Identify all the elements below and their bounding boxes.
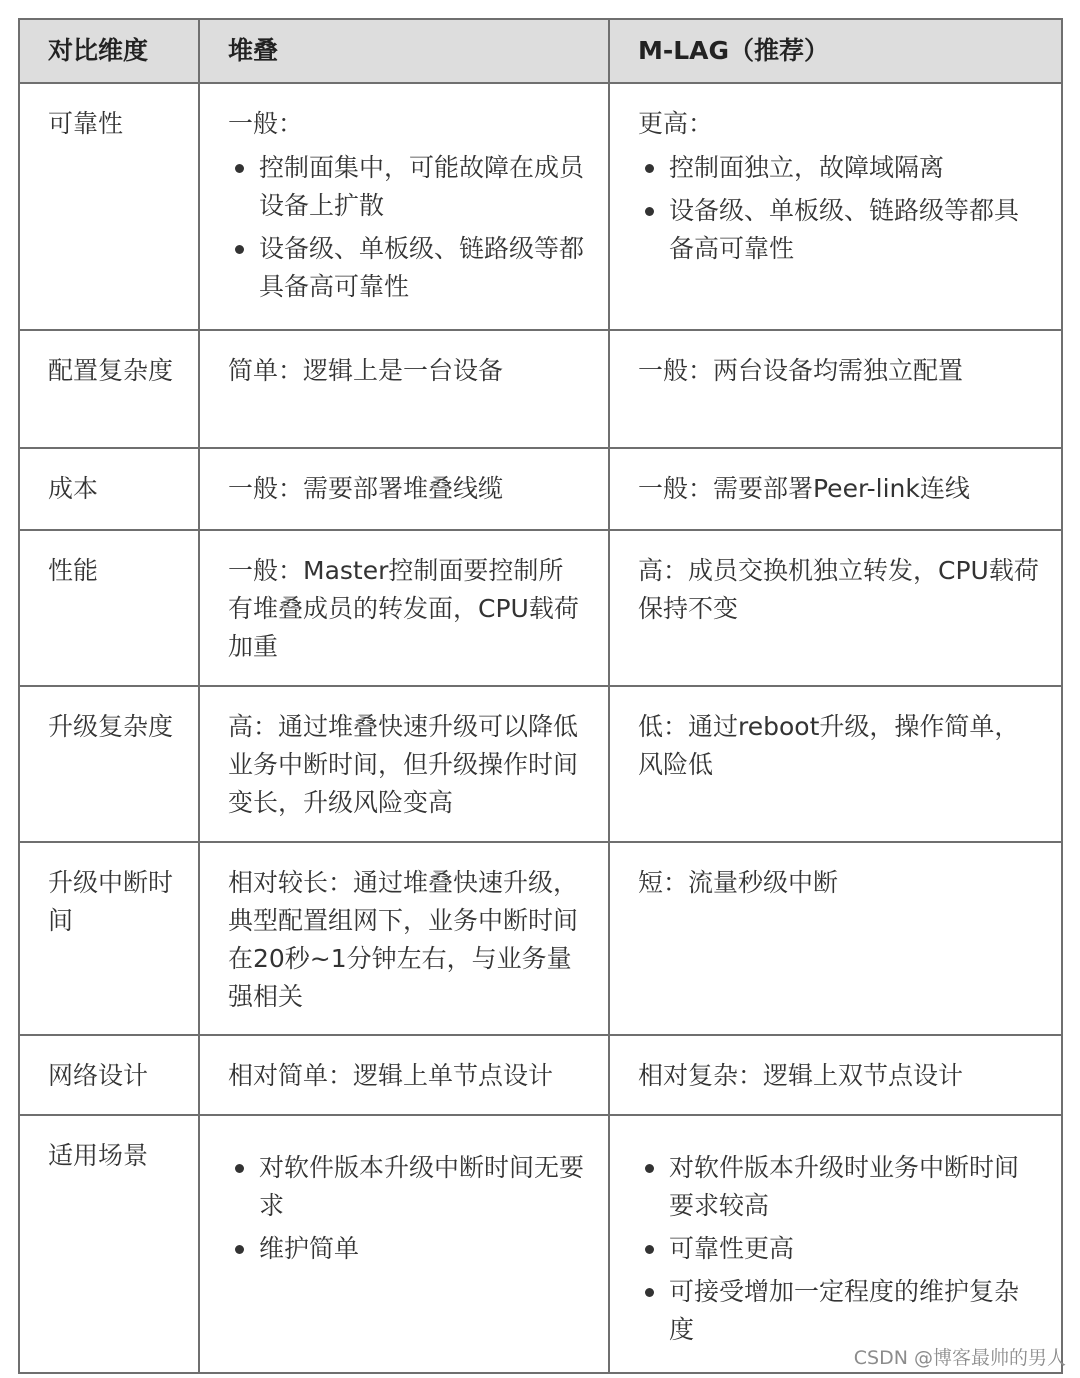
- list-item: 设备级、单板级、链路级等都具备高可靠性: [638, 192, 1039, 268]
- table-row: [19, 530, 1062, 686]
- mlag-cell: 一般：两台设备均需独立配置: [609, 330, 1062, 448]
- dimension-cell: 配置复杂度: [19, 330, 199, 448]
- dimension-cell: 升级复杂度: [19, 686, 199, 842]
- stack-cell: [199, 83, 609, 330]
- stack-cell: 相对较长：通过堆叠快速升级，典型配置组网下，业务中断时间在20秒~1分钟左右，与业务量强相关: [199, 842, 609, 1035]
- bullet-list: [228, 1149, 586, 1268]
- mlag-cell: 高：成员交换机独立转发，CPU载荷保持不变: [609, 530, 1062, 686]
- mlag-cell: 一般：需要部署Peer-link连线: [609, 448, 1062, 530]
- table-row: [19, 1115, 1062, 1373]
- mlag-cell: [609, 83, 1062, 330]
- bullet-list: [638, 1149, 1039, 1349]
- dimension-cell: 网络设计: [19, 1035, 199, 1115]
- comparison-table: [18, 18, 1063, 1374]
- list-item: 控制面集中，可能故障在成员设备上扩散: [228, 149, 586, 225]
- list-item: 可接受增加一定程度的维护复杂度: [638, 1273, 1039, 1349]
- list-item: 对软件版本升级中断时间无要求: [228, 1149, 586, 1225]
- table-row: [19, 448, 1062, 530]
- stack-cell: 简单：逻辑上是一台设备: [199, 330, 609, 448]
- mlag-cell: 短：流量秒级中断: [609, 842, 1062, 1035]
- table-row: [19, 1035, 1062, 1115]
- header-mlag: M-LAG（推荐）: [609, 19, 1062, 83]
- stack-cell: 高：通过堆叠快速升级可以降低业务中断时间，但升级操作时间变长，升级风险变高: [199, 686, 609, 842]
- cell-lead: 一般：: [228, 109, 304, 138]
- list-item: 可靠性更高: [638, 1230, 1039, 1268]
- header-dimension: 对比维度: [19, 19, 199, 83]
- list-item: 对软件版本升级时业务中断时间要求较高: [638, 1149, 1039, 1225]
- table-row: [19, 83, 1062, 330]
- mlag-cell: 相对复杂：逻辑上双节点设计: [609, 1035, 1062, 1115]
- table-row: [19, 330, 1062, 448]
- mlag-cell: 低：通过reboot升级，操作简单，风险低: [609, 686, 1062, 842]
- dimension-cell: 升级中断时间: [19, 842, 199, 1035]
- list-item: 控制面独立，故障域隔离: [638, 149, 1039, 187]
- header-stack: 堆叠: [199, 19, 609, 83]
- cell-lead: 更高：: [638, 109, 714, 138]
- list-item: 设备级、单板级、链路级等都具备高可靠性: [228, 230, 586, 306]
- table-row: [19, 842, 1062, 1035]
- stack-cell: [199, 1115, 609, 1373]
- watermark: CSDN @博客最帅的男人: [853, 1347, 1066, 1369]
- bullet-list: [228, 149, 586, 306]
- dimension-cell: 适用场景: [19, 1115, 199, 1373]
- table-row: [19, 686, 1062, 842]
- list-item: 维护简单: [228, 1230, 586, 1268]
- bullet-list: [638, 149, 1039, 268]
- dimension-cell: 可靠性: [19, 83, 199, 330]
- stack-cell: 一般：需要部署堆叠线缆: [199, 448, 609, 530]
- dimension-cell: 性能: [19, 530, 199, 686]
- stack-cell: 一般：Master控制面要控制所有堆叠成员的转发面，CPU载荷加重: [199, 530, 609, 686]
- mlag-cell: [609, 1115, 1062, 1373]
- stack-cell: 相对简单：逻辑上单节点设计: [199, 1035, 609, 1115]
- dimension-cell: 成本: [19, 448, 199, 530]
- header-row: [19, 19, 1062, 83]
